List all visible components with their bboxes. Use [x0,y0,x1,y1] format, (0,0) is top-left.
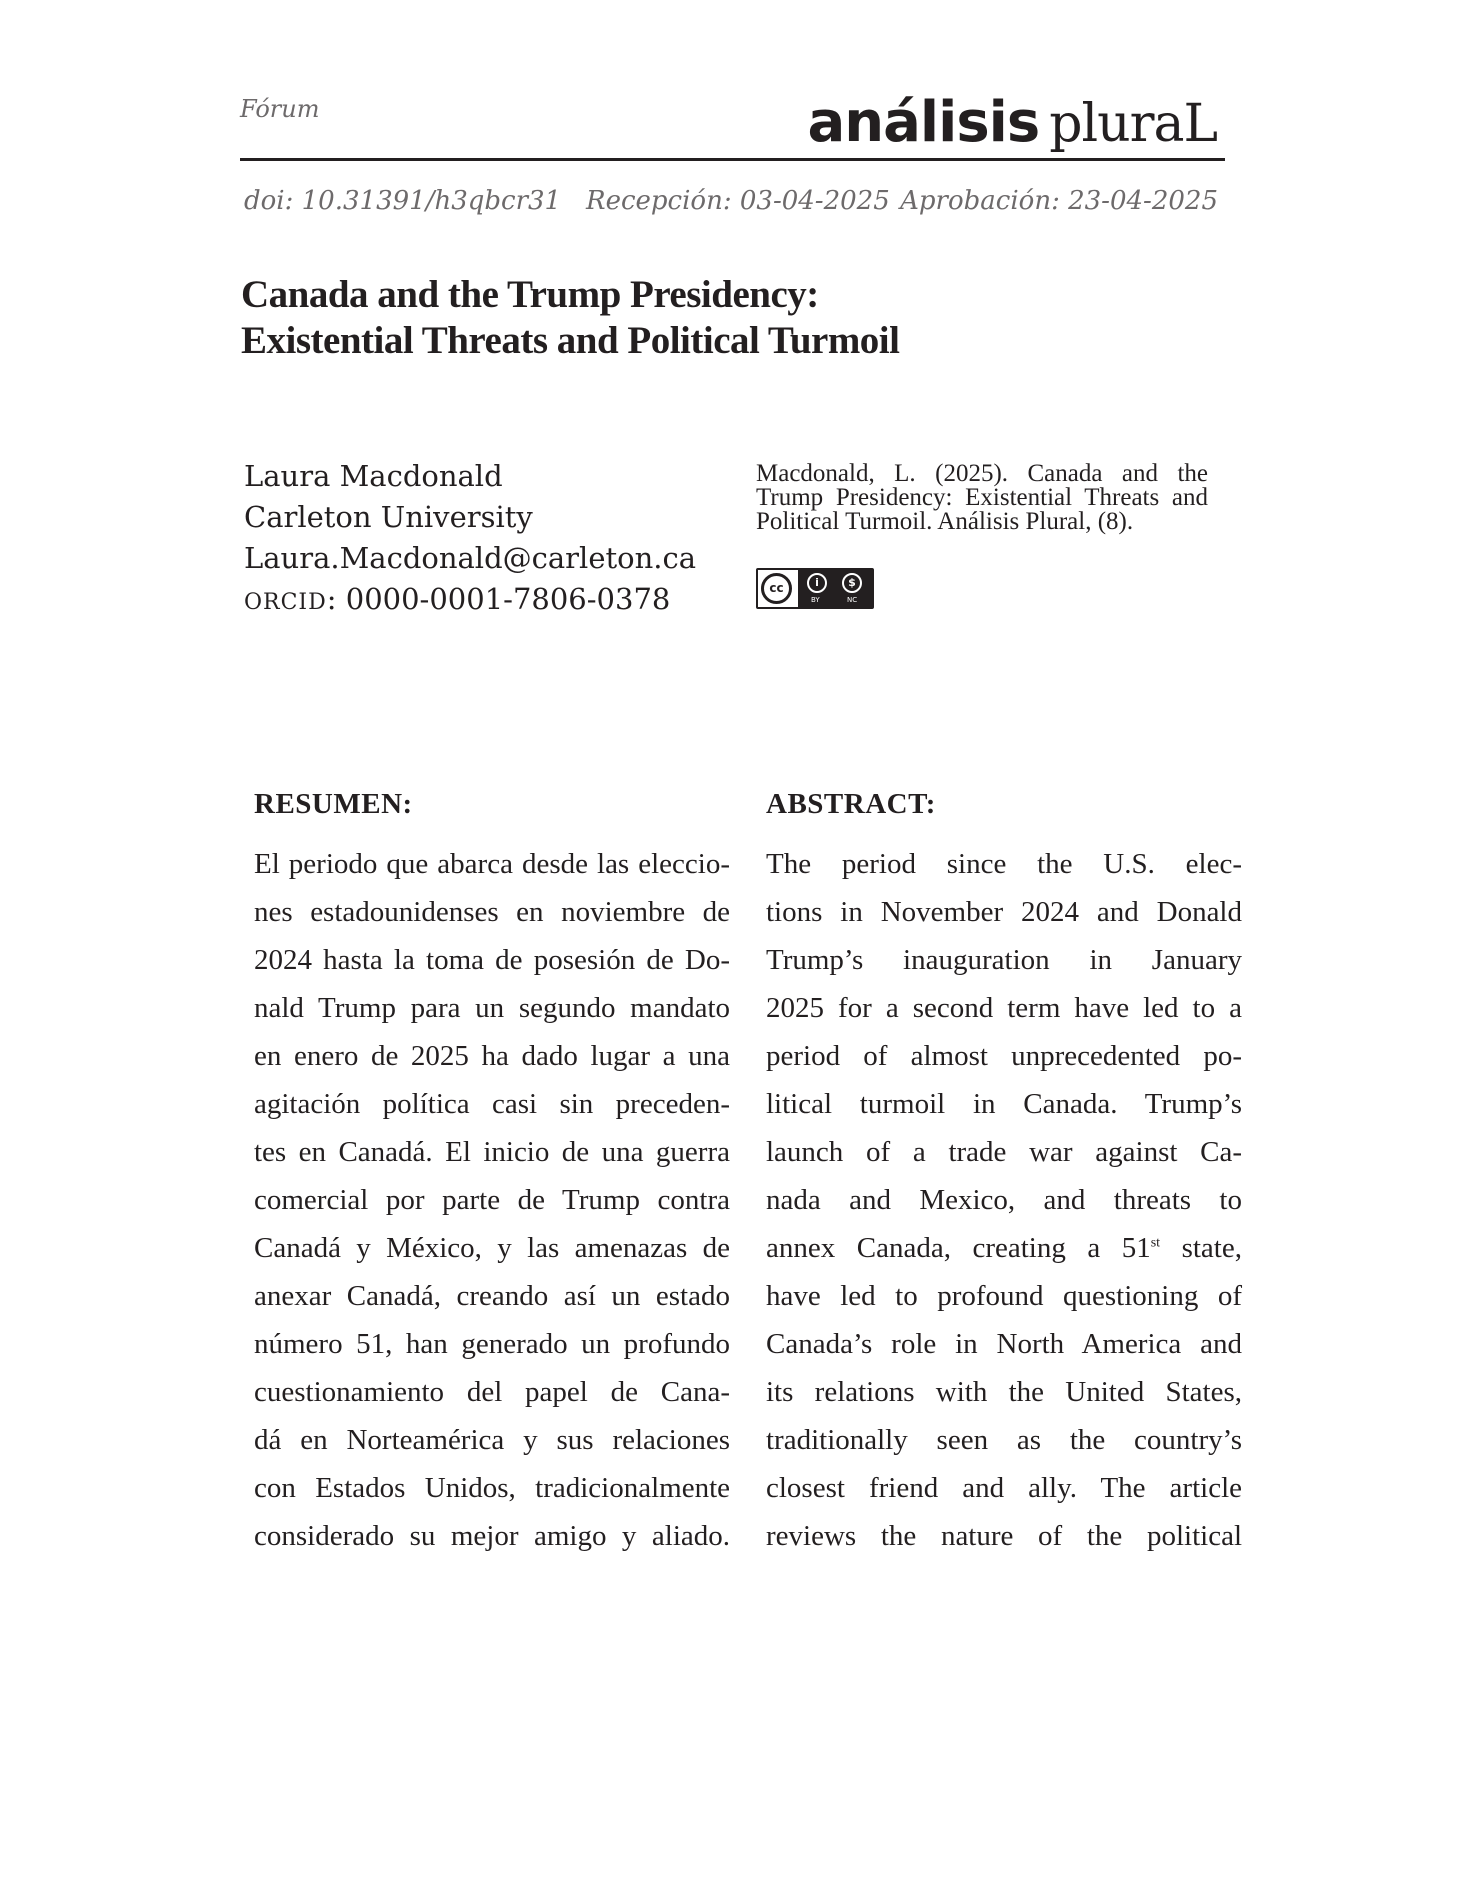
abstract-line: have led to profound questioning of [766,1280,1242,1312]
cc-icon: cc [761,573,792,604]
resumen-line: cuestionamiento del papel de Cana- [254,1376,730,1408]
attribution-icon: i [807,573,827,593]
ordinal-suffix: st [1150,1235,1161,1251]
article-title [241,272,1141,364]
resumen-line: anexar Canadá, creando así un estado [254,1280,730,1312]
abstract-line: Trump’s inauguration in January [766,944,1242,976]
resumen-line: número 51, han generado un profundo [254,1328,730,1360]
resumen-column [254,788,730,1560]
abstract-line: litical turmoil in Canada. Trump’s [766,1088,1242,1120]
journal-logo-light: pluraL [1049,94,1217,154]
header-divider [240,158,1225,161]
cc-by-label: BY [811,596,820,604]
abstract-line-9-end: state, [1160,1232,1242,1264]
resumen-line: nes estadounidenses en noviembre de [254,896,730,928]
article-title-line-2: Existential Threats and Political Turmoil [241,319,900,362]
section-label: Fórum [240,95,320,123]
author-orcid[interactable] [244,579,696,623]
abstract-line: 2025 for a second term have led to a [766,992,1242,1024]
citation: Macdonald, L. (2025). Canada and the Trump Presidency: Existential Threats and Political Turmoil. Análisis Plural, (8). [756,460,1208,535]
abstract-line: period of almost unprecedented po- [766,1040,1242,1072]
approved-date: Aprobación: 23-04-2025 [900,186,1218,216]
received-date: Recepción: 03-04-2025 [586,186,890,216]
cc-nc-label: NC [847,596,858,604]
resumen-line: tes en Canadá. El inicio de una guerra [254,1136,730,1168]
author-affiliation: Carleton University [244,500,533,534]
abstract-column [766,788,1242,1560]
cc-license-badge[interactable] [756,568,874,609]
author-name: Laura Macdonald [244,459,503,493]
resumen-line: comercial por parte de Trump contra [254,1184,730,1216]
abstract-line: its relations with the United States, [766,1376,1242,1408]
resumen-line: El periodo que abarca desde las eleccio- [254,848,730,880]
resumen-heading: RESUMEN: [254,788,413,820]
resumen-line: dá en Norteamérica y sus relaciones [254,1424,730,1456]
journal-logo [807,90,1217,155]
resumen-line: nald Trump para un segundo mandato [254,992,730,1024]
doi: doi: 10.31391/h3qbcr31 [244,186,562,216]
author-block [244,456,696,623]
abstract-line-9-start: annex Canada, creating a 51 [766,1232,1151,1264]
abstract-line: Canada’s role in North America and [766,1328,1242,1360]
resumen-line: Canadá y México, y las amenazas de [254,1232,730,1264]
orcid-label: ORCID [244,590,327,615]
resumen-line: con Estados Unidos, tradicionalmente [254,1472,730,1504]
abstract-line: reviews the nature of the political [766,1520,1242,1552]
journal-logo-bold: análisis [807,90,1040,155]
author-email[interactable]: Laura.Macdonald@carleton.ca [244,541,697,575]
noncommercial-icon: $ [842,573,862,593]
article-title-line-1: Canada and the Trump Presidency: [241,273,819,316]
resumen-line: considerado su mejor amigo y aliado. [254,1520,730,1552]
resumen-body [254,840,730,1560]
resumen-line: en enero de 2025 ha dado lugar a una [254,1040,730,1072]
orcid-value: : 0000-0001-7806-0378 [326,582,671,616]
abstract-line: launch of a trade war against Ca- [766,1136,1242,1168]
abstract-body [766,840,1242,1560]
resumen-line: agitación política casi sin preceden- [254,1088,730,1120]
abstract-line: The period since the U.S. elec- [766,848,1242,880]
abstract-line: nada and Mexico, and threats to [766,1184,1242,1216]
abstract-line: closest friend and ally. The article [766,1472,1242,1504]
abstract-line: traditionally seen as the country’s [766,1424,1242,1456]
abstract-line-ordinal [766,1224,1242,1272]
abstract-line: tions in November 2024 and Donald [766,896,1242,928]
abstract-heading: ABSTRACT: [766,788,936,820]
resumen-line: 2024 hasta la toma de posesión de Do- [254,944,730,976]
